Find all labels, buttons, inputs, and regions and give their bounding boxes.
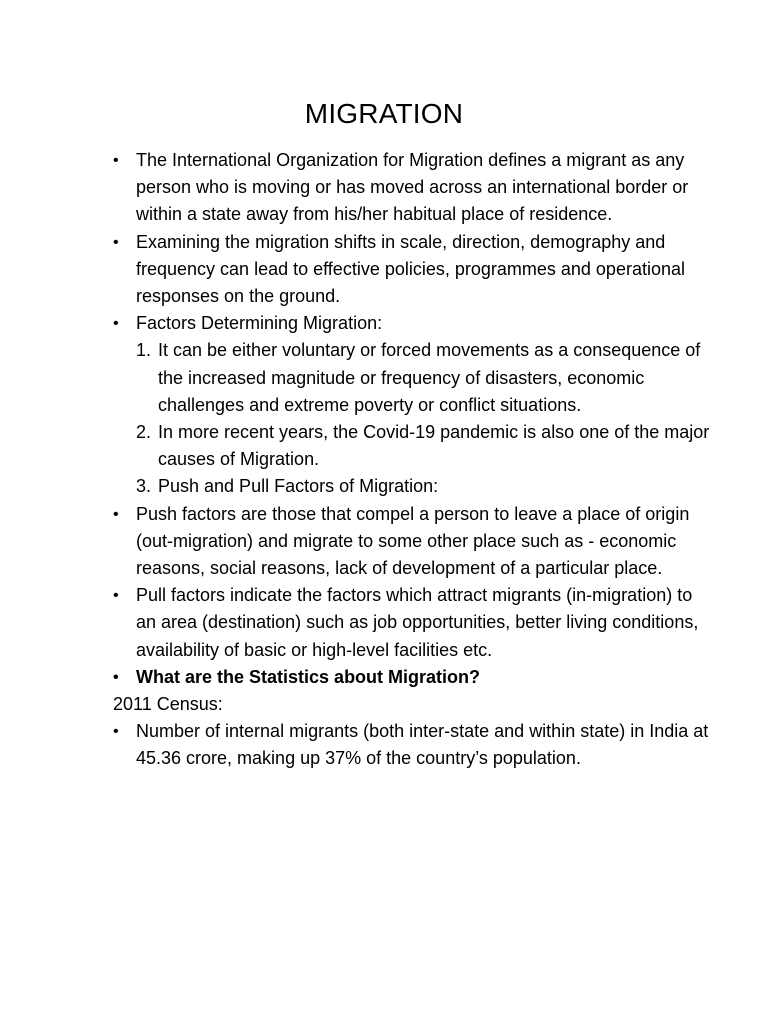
numbered-list-factors (113, 337, 713, 500)
bullet-icon: • (113, 668, 119, 686)
document-body (113, 147, 713, 773)
list-item-text: Examining the migration shifts in scale, direction, demography and frequency can lead to effective policies, programmes and operational responses on the ground. (136, 231, 685, 307)
bullet-list-push-pull (113, 501, 713, 691)
statistics-heading-item (113, 664, 713, 691)
item-number: 1. (136, 340, 152, 361)
bullet-icon: • (113, 315, 119, 333)
statistics-heading: What are the Statistics about Migration? (136, 666, 481, 687)
list-item-text: Pull factors indicate the factors which attract migrants (in-migration) to an area (destination) such as job opportunities, better living conditions, availability of basic or high-level facilities etc. (136, 585, 699, 660)
list-item-text: Number of internal migrants (both inter-state and within state) in India at 45.36 crore, making up 37% of the country’s population. (136, 721, 709, 769)
bullet-icon: • (113, 587, 119, 605)
list-item-text: The International Organization for Migration defines a migrant as any person who is moving or has moved across an international border or within a state away from his/her habitual place of residence. (136, 150, 689, 225)
item-number: 3. (136, 476, 152, 497)
bullet-list-intro (113, 147, 713, 337)
list-item (113, 310, 713, 337)
bullet-icon: • (113, 723, 119, 741)
numbered-item-text: It can be either voluntary or forced movements as a consequence of the increased magnitude or frequency of disasters, economic challenges and extreme poverty or conflict situations. (158, 340, 701, 415)
numbered-item-text: Push and Pull Factors of Migration: (158, 476, 439, 497)
list-item-text: Push factors are those that compel a person to leave a place of origin (out-migration) and migrate to some other place such as - economic reasons, social reasons, lack of development of a particular place. (136, 503, 690, 579)
census-label: 2011 Census: (113, 694, 223, 715)
list-item (113, 501, 713, 583)
list-item (113, 718, 713, 772)
bullet-icon: • (113, 505, 119, 523)
numbered-item (113, 337, 713, 419)
numbered-item (113, 419, 713, 473)
bullet-icon: • (113, 233, 119, 251)
bullet-list-census (113, 718, 713, 772)
item-number: 2. (136, 422, 152, 443)
list-item (113, 229, 713, 311)
numbered-item (113, 473, 713, 500)
list-item (113, 147, 713, 229)
list-item (113, 582, 713, 664)
numbered-item-text: In more recent years, the Covid-19 pandemic is also one of the major causes of Migration. (158, 422, 710, 470)
bullet-icon: • (113, 152, 119, 169)
page-title: MIGRATION (304, 98, 464, 129)
list-item-text: Factors Determining Migration: (136, 313, 383, 334)
